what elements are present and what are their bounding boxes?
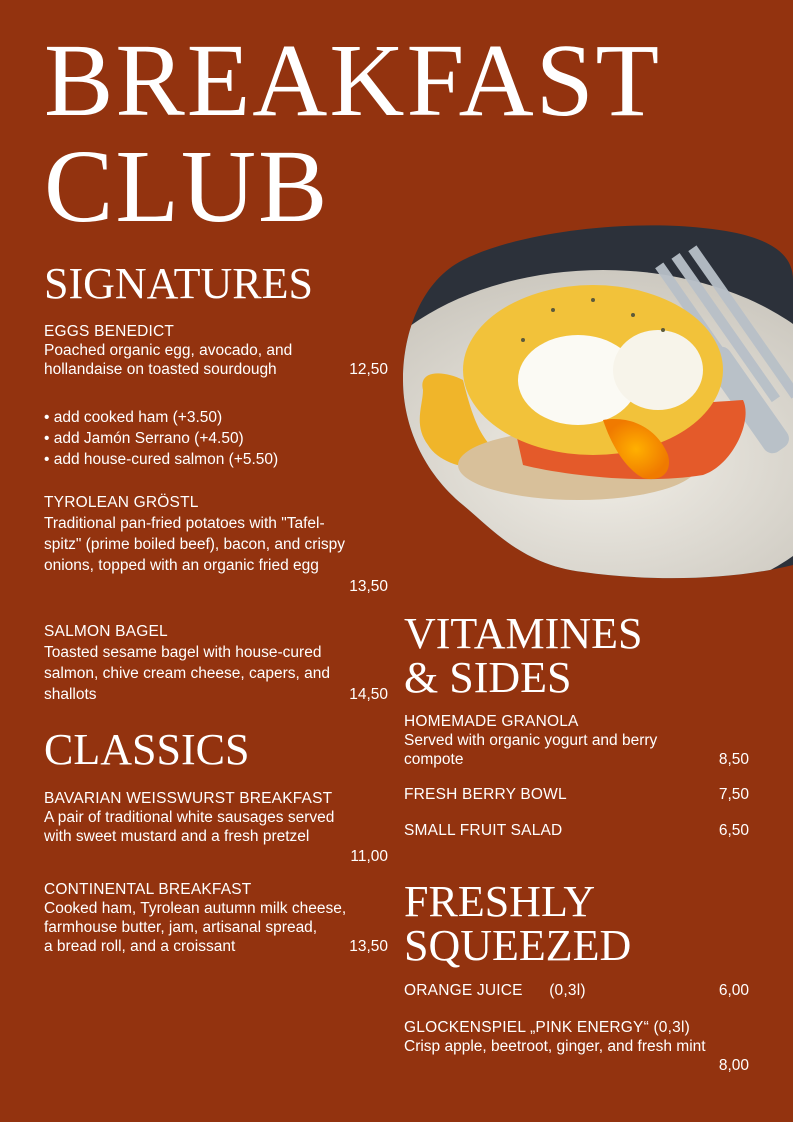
item-description: farmhouse butter, jam, artisanal spread, <box>44 919 318 936</box>
item-price: 6,50 <box>718 822 749 839</box>
signatures-heading: SIGNATURES <box>44 259 313 308</box>
item-description: spitz" (prime boiled beef), bacon, and crispy <box>44 536 346 553</box>
vitamines-heading <box>404 609 643 702</box>
item-price: 7,50 <box>718 786 749 803</box>
item-price: 8,00 <box>718 1057 749 1074</box>
item-description: onions, topped with an organic fried egg <box>44 557 319 574</box>
menu-item-weisswurst-breakfast <box>44 789 388 866</box>
menu-item-fresh-berry-bowl <box>404 785 749 804</box>
item-name: SMALL FRUIT SALAD <box>404 822 563 839</box>
menu-title-line1: BREAKFAST <box>44 23 662 138</box>
item-name: CONTINENTAL BREAKFAST <box>44 881 252 898</box>
menu-item-continental-breakfast <box>44 880 388 956</box>
squeezed-heading-line2: SQUEEZED <box>404 921 632 970</box>
item-description: Traditional pan-fried potatoes with "Tafel- <box>44 515 325 532</box>
menu-item-small-fruit-salad <box>404 821 749 840</box>
eggs-benedict-addons <box>44 408 388 469</box>
vitamines-heading-line2: & SIDES <box>404 653 572 702</box>
addon-item: • add cooked ham (+3.50) <box>44 409 223 426</box>
item-description: Cooked ham, Tyrolean autumn milk cheese, <box>44 900 347 917</box>
menu-item-tyrolean-grostl <box>44 493 388 596</box>
item-price: 11,00 <box>350 848 388 865</box>
item-description: A pair of traditional white sausages served <box>44 809 335 826</box>
item-name: TYROLEAN GRÖSTL <box>44 494 199 511</box>
item-price: 13,50 <box>349 938 388 955</box>
item-name: GLOCKENSPIEL „PINK ENERGY“ (0,3l) <box>404 1019 690 1036</box>
item-description: salmon, chive cream cheese, capers, and <box>44 665 331 682</box>
item-size: (0,3l) <box>549 982 586 999</box>
item-name: ORANGE JUICE <box>404 982 523 999</box>
menu-item-salmon-bagel <box>44 622 388 704</box>
menu-item-orange-juice <box>404 981 749 1000</box>
item-description: Served with organic yogurt and berry <box>404 732 658 749</box>
item-price: 8,50 <box>718 751 749 768</box>
classics-heading: CLASSICS <box>44 725 250 774</box>
item-description: a bread roll, and a croissant <box>44 938 236 955</box>
item-description: hollandaise on toasted sourdough <box>44 361 277 378</box>
item-price: 14,50 <box>349 686 388 703</box>
addon-item: • add Jamón Serrano (+4.50) <box>44 430 244 447</box>
item-description: shallots <box>44 686 97 703</box>
vitamines-heading-line1: VITAMINES <box>404 609 643 658</box>
item-description: Poached organic egg, avocado, and <box>44 342 293 359</box>
menu-title <box>44 23 662 244</box>
menu-item-homemade-granola <box>404 712 749 769</box>
freshly-squeezed-heading <box>404 877 632 970</box>
item-price: 12,50 <box>349 361 388 378</box>
menu-item-eggs-benedict <box>44 322 388 379</box>
item-price: 6,00 <box>718 982 749 999</box>
item-name: BAVARIAN WEISSWURST BREAKFAST <box>44 790 333 807</box>
addon-item: • add house-cured salmon (+5.50) <box>44 451 279 468</box>
item-name: FRESH BERRY BOWL <box>404 786 567 803</box>
menu-title-line2: CLUB <box>44 129 330 244</box>
menu-item-pink-energy <box>404 1018 749 1075</box>
item-description: Crisp apple, beetroot, ginger, and fresh mint <box>404 1038 706 1055</box>
eggs-benedict-photo <box>403 220 793 580</box>
item-name: SALMON BAGEL <box>44 623 168 640</box>
squeezed-heading-line1: FRESHLY <box>404 877 596 926</box>
item-name: EGGS BENEDICT <box>44 323 175 340</box>
item-description: compote <box>404 751 464 768</box>
item-name: HOMEMADE GRANOLA <box>404 713 579 730</box>
item-description: Toasted sesame bagel with house-cured <box>44 644 322 661</box>
item-price: 13,50 <box>349 578 388 595</box>
item-description: with sweet mustard and a fresh pretzel <box>44 828 310 845</box>
